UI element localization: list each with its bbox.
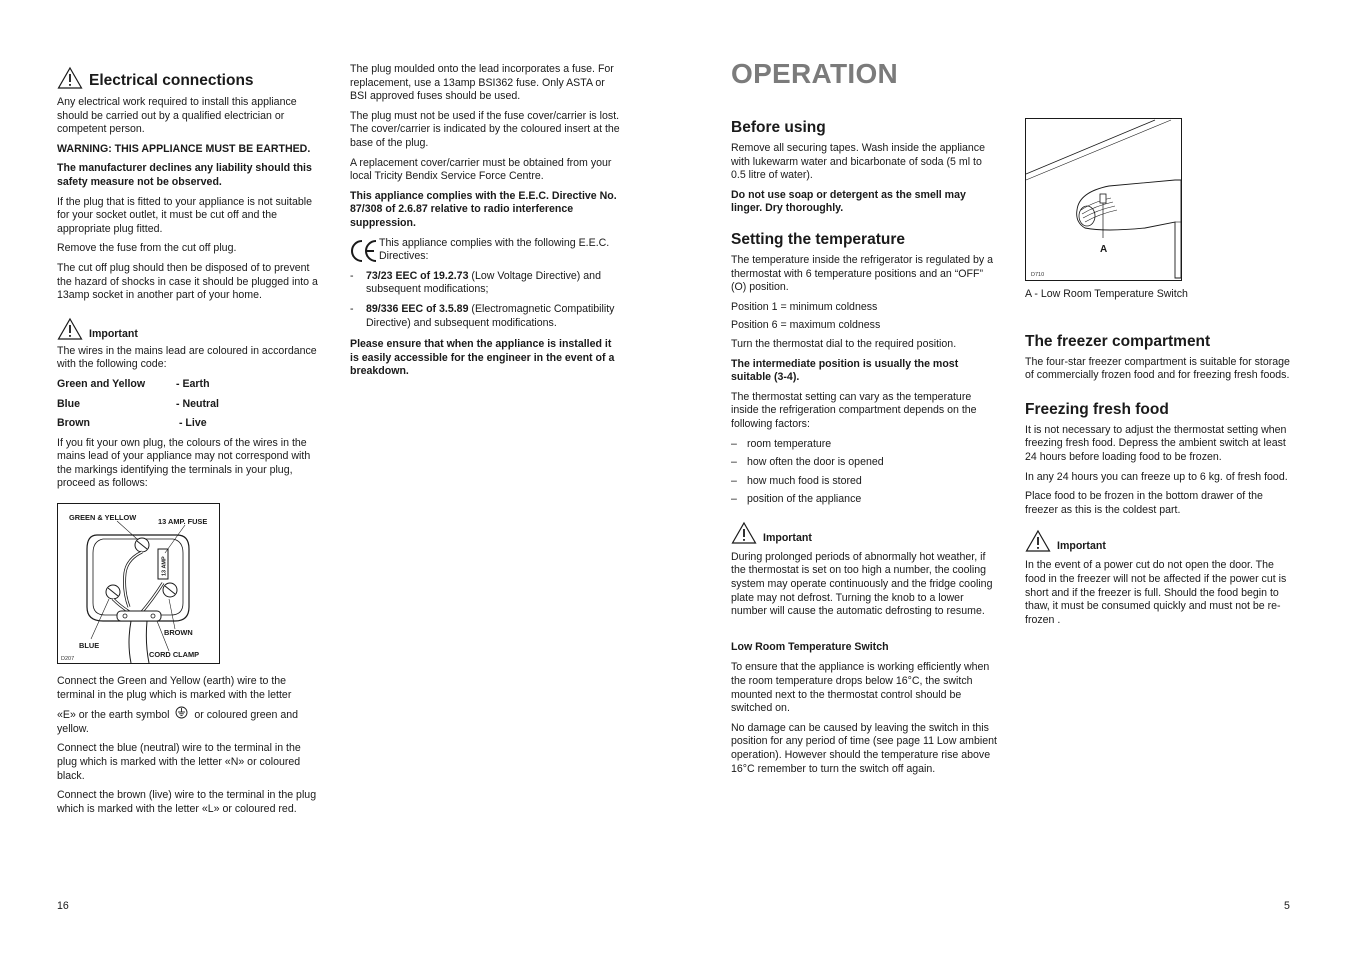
section-heading: The freezer compartment: [1025, 332, 1211, 350]
wire-meaning: - Neutral: [176, 397, 219, 410]
warning-icon: [57, 66, 83, 90]
column-electrical: [57, 66, 320, 822]
warning-text: WARNING: THIS APPLIANCE MUST BE EARTHED.: [57, 142, 311, 155]
paragraph: To ensure that the appliance is working efficiently when the room temperature drops below 16°C, the switch mounted next to the thermostat control should be switched on.: [731, 661, 990, 715]
paragraph: The four-star freezer compartment is suitable for storage of commercially frozen food and for freezing fresh foods.: [1025, 355, 1290, 382]
important-heading-row: [1025, 529, 1293, 553]
warning-icon: [1025, 529, 1051, 553]
section-heading: Electrical connections: [89, 72, 254, 89]
wire-code-row: [57, 398, 320, 412]
paragraph-bold: The intermediate position is usually the most suitable (3-4).: [731, 357, 959, 384]
page-number-right: 5: [1284, 900, 1290, 912]
paragraph: Remove the fuse from the cut off plug.: [57, 242, 237, 255]
figure-label-blue: BLUE: [79, 641, 100, 651]
page-number-left: 16: [57, 900, 69, 912]
liability-text: The manufacturer declines any liability should this safety measure not be observed.: [57, 162, 312, 188]
paragraph: Position 1 = minimum coldness: [731, 300, 878, 313]
paragraph: In the event of a power cut do not open the door. The food in the freezer will not be affected if the power cut is short and if the freezer is full. Should the food begin to thaw, it must be consumed quickly and must not be re-frozen .: [1025, 559, 1287, 626]
directive-code: 73/23 EEC of 19.2.73: [366, 269, 469, 282]
subheading: Low Room Temperature Switch: [731, 640, 889, 653]
paragraph: A replacement cover/carrier must be obtained from your local Tricity Bendix Service Force Centre.: [350, 156, 612, 183]
paragraph: The wires in the mains lead are coloured in accordance with the following code:: [57, 344, 317, 371]
paragraph: Place food to be frozen in the bottom drawer of the freezer as this is the coldest part.: [1025, 490, 1263, 516]
column-fuse: [350, 63, 620, 385]
directive-item: - 73/23 EEC of 19.2.73 (Low Voltage Directive) and subsequent modifications;: [350, 269, 601, 296]
section-heading: Setting the temperature: [731, 230, 905, 248]
directive-desc: (Low Voltage Directive) and subsequent modifications;: [366, 269, 601, 296]
figure-label-cord-clamp: CORD CLAMP: [149, 650, 200, 660]
paragraph: The plug must not be used if the fuse cover/carrier is lost. The cover/carrier is indicated by the coloured insert at the base of the plug.: [350, 109, 620, 149]
list-item-text: room temperature: [747, 437, 832, 450]
figure-caption: A - Low Room Temperature Switch: [1025, 288, 1188, 300]
list-item: – how much food is stored: [731, 474, 862, 487]
wire-meaning: - Earth: [176, 377, 210, 390]
wire-code-row: [57, 417, 320, 431]
list-item: – room temperature: [731, 437, 832, 450]
directive-desc: (Electromagnetic Compatibility Directive) and subsequent modifications.: [366, 302, 615, 329]
directive-item: - 89/336 EEC of 3.5.89 (Electromagnetic Compatibility Directive) and subsequent modifications.: [350, 302, 615, 329]
paragraph: Connect the brown (live) wire to the terminal in the plug which is marked with the letter «L» or coloured red.: [57, 789, 317, 815]
paragraph-bold: Do not use soap or detergent as the smell may linger. Dry thoroughly.: [731, 188, 966, 215]
ce-row: [350, 237, 620, 264]
important-label: Important: [1057, 540, 1106, 553]
wire-color: Green and Yellow: [57, 377, 146, 390]
important-label: Important: [89, 327, 138, 340]
paragraph: If you fit your own plug, the colours of the wires in the mains lead of your appliance may not correspond with the markings identifying the terminals in your plug, proceed as follows:: [57, 436, 311, 490]
earth-text-pre: «E» or the earth symbol: [57, 709, 170, 722]
wire-color: Brown: [57, 417, 90, 430]
paragraph: Position 6 = maximum coldness: [731, 319, 881, 332]
column-operation: [731, 118, 999, 782]
wire-code-row: [57, 378, 320, 392]
paragraph: No damage can be caused by leaving the switch in this position for any period of time (see page 11 Low ambient operation). However should the temperature rise above 16°C remember to turn the switch off again.: [731, 721, 997, 775]
paragraph: Connect the Green and Yellow (earth) wire to the terminal in the plug which is marked with the letter: [57, 675, 292, 701]
figure-code: D710: [1031, 272, 1045, 278]
figure-label-fuse: 13 AMP. FUSE: [158, 517, 208, 527]
list-item: – position of the appliance: [731, 493, 862, 506]
section-heading: Freezing fresh food: [1025, 400, 1169, 418]
wire-meaning: - Live: [176, 417, 207, 430]
wire-color: Blue: [57, 397, 80, 410]
list-item-text: position of the appliance: [747, 493, 862, 506]
paragraph: Remove all securing tapes. Wash inside the appliance with lukewarm water and bicarbonate of soda (5 ml to 0.5 litre of water).: [731, 142, 985, 182]
paragraph: Connect the blue (neutral) wire to the terminal in the plug which is marked with the letter «N» or coloured black.: [57, 742, 301, 782]
earth-symbol-icon: [175, 706, 188, 719]
list-item-text: how often the door is opened: [747, 456, 884, 469]
ce-mark-icon: [350, 239, 378, 263]
switch-figure: [1025, 118, 1183, 282]
list-item: – how often the door is opened: [731, 456, 884, 469]
warning-icon: [731, 521, 757, 545]
paragraph: In any 24 hours you can freeze up to 6 kg. of fresh food.: [1025, 470, 1288, 483]
paragraph: If the plug that is fitted to your appliance is not suitable for your socket outlet, it must be cut off and the appropriate plug fitted.: [57, 195, 312, 235]
paragraph-earth: [57, 706, 320, 736]
directive-statement: This appliance complies with the E.E.C. Directive No. 87/308 of 2.6.87 relative to radio interference suppression.: [350, 189, 617, 229]
fuse-body-label: 13 AMP: [161, 556, 168, 577]
column-freezer: [1025, 118, 1293, 633]
paragraph: Any electrical work required to install this appliance should be carried out by a qualified electrician or competent person.: [57, 96, 297, 136]
list-item-text: how much food is stored: [747, 474, 862, 487]
paragraph: Turn the thermostat dial to the required position.: [731, 337, 957, 350]
directive-code: 89/336 EEC of 3.5.89: [366, 302, 469, 315]
figure-letter: A: [1100, 244, 1108, 255]
figure-code: D207: [61, 656, 75, 663]
paragraph: The temperature inside the refrigerator is regulated by a thermostat with 6 temperature positions and an “OFF” (O) position.: [731, 253, 994, 294]
accessibility-note: Please ensure that when the appliance is installed it is easily accessible for the engineer in the event of a breakdown.: [350, 338, 615, 378]
section-heading: Before using: [731, 119, 826, 136]
paragraph: During prolonged periods of abnormally hot weather, if the thermostat is set on too high a number, the cooling system may operate continuously and the fridge cooling plate may not defrost. Turning the knob to a lower number will cause the automatic defrosting to resume.: [731, 550, 993, 618]
paragraph: It is not necessary to adjust the thermostat setting when freezing fresh food. Depress the ambient switch at least 24 hours before loading food to be frozen.: [1025, 423, 1287, 463]
figure-label-green-yellow: GREEN & YELLOW: [69, 513, 137, 523]
figure-label-brown: BROWN: [164, 628, 193, 638]
plug-wiring-figure: [57, 503, 221, 665]
important-heading-row: [57, 317, 320, 341]
important-heading-row: [731, 521, 999, 545]
ce-text: This appliance complies with the following E.E.C. Directives:: [379, 236, 610, 263]
paragraph: The cut off plug should then be disposed of to prevent the hazard of shocks in case it should be plugged into a 13amp socket in another part of your home.: [57, 261, 318, 302]
earth-text-post: or coloured green and yellow.: [57, 709, 299, 735]
paragraph: The plug moulded onto the lead incorporates a fuse. For replacement, use a 13amp BSI362 fuse. Only ASTA or BSI approved fuses should be used.: [350, 63, 614, 103]
electrical-heading-row: [57, 66, 320, 90]
warning-icon: [57, 317, 83, 341]
important-label: Important: [763, 531, 812, 544]
page-title: OPERATION: [731, 58, 899, 89]
paragraph: The thermostat setting can vary as the temperature inside the refrigeration compartment depends on the following factors:: [731, 390, 977, 430]
